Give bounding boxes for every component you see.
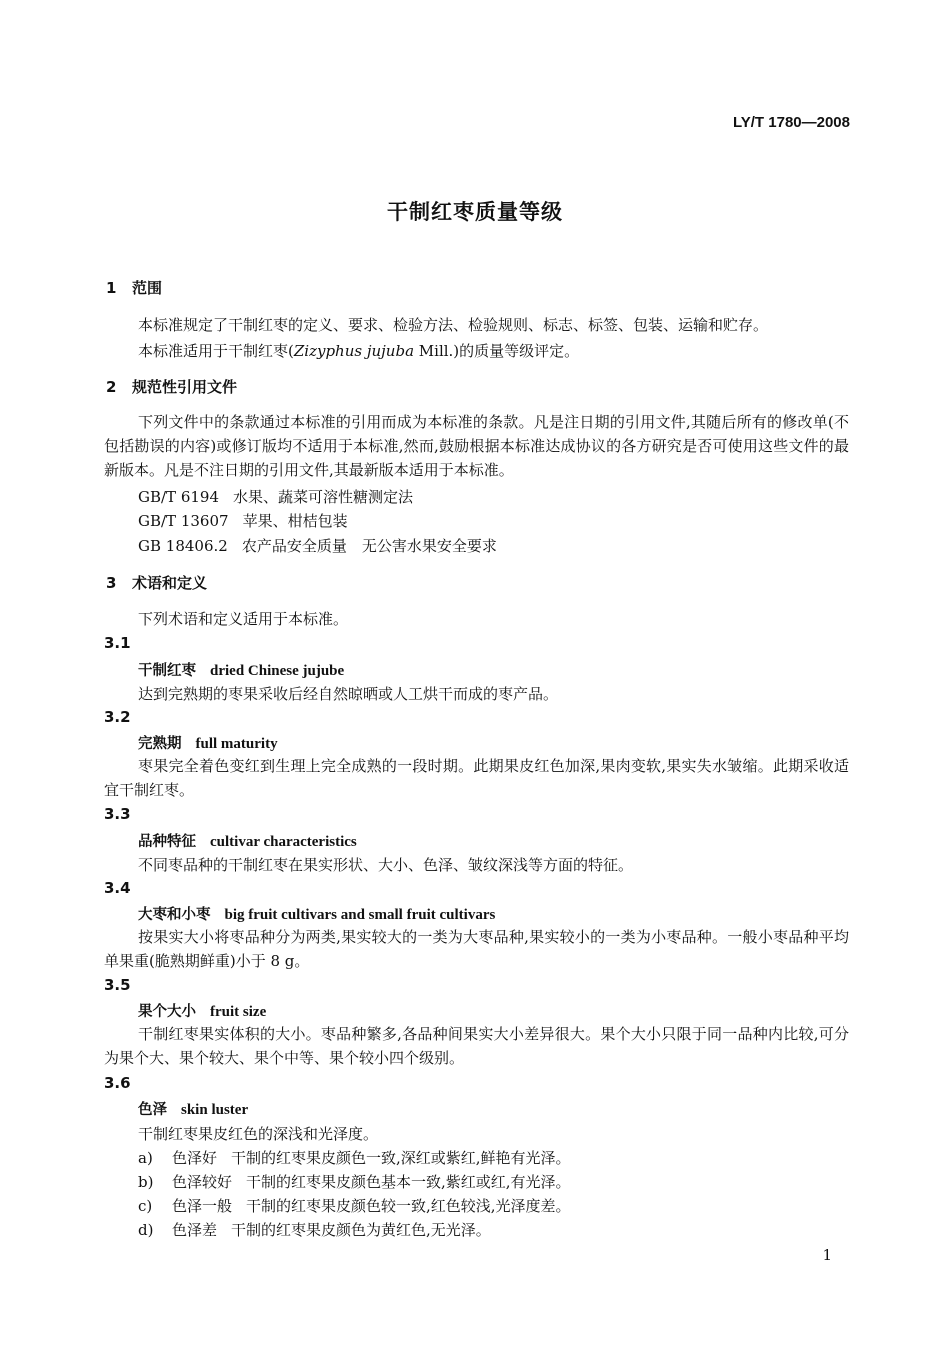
scope-text-after: Mill.)的质量等级评定。 (414, 342, 580, 360)
subsection-number: 3.5 (104, 976, 131, 994)
term-chinese: 果个大小 (138, 1004, 196, 1020)
reference-code: GB/T 13607 (138, 512, 229, 530)
term-definition: 不同枣品种的干制红枣在果实形状、大小、色泽、皱纹深浅等方面的特征。 (138, 856, 634, 874)
subsection-number: 3.4 (104, 879, 131, 897)
standard-code: LY/T 1780—2008 (732, 114, 850, 131)
term-chinese: 品种特征 (138, 834, 196, 850)
term-english: skin luster (181, 1102, 249, 1118)
reference-item (138, 486, 413, 507)
term-english: cultivar characteristics (210, 834, 357, 850)
section-1-heading (106, 277, 162, 298)
section-3-heading (106, 572, 207, 593)
term-definition: 干制红枣果皮红色的深浅和光泽度。 (138, 1125, 379, 1143)
reference-title: 水果、蔬菜可溶性糖测定法 (233, 488, 414, 506)
scope-paragraph-2 (138, 340, 579, 361)
term-english: big fruit cultivars and small fruit cultivars (224, 907, 496, 923)
luster-grade-desc: 干制的红枣果皮颜色较一致,红色较浅,光泽度差。 (246, 1197, 571, 1215)
term-heading (138, 1098, 248, 1119)
term-heading (138, 903, 495, 924)
section-title: 术语和定义 (132, 574, 208, 592)
scope-text-before: 本标准适用于干制红枣( (138, 342, 294, 360)
luster-grade-name: 色泽差 (172, 1221, 218, 1239)
luster-grade-desc: 干制的红枣果皮颜色一致,深红或紫红,鲜艳有光泽。 (231, 1149, 571, 1167)
list-item (138, 1219, 491, 1240)
reference-title: 农产品安全质量 无公害水果安全要求 (241, 537, 497, 555)
reference-code: GB/T 6194 (138, 488, 220, 506)
term-definition: 达到完熟期的枣果采收后经自然晾晒或人工烘干而成的枣产品。 (138, 685, 559, 703)
reference-title: 苹果、柑桔包装 (242, 512, 348, 530)
term-heading (138, 830, 357, 851)
document-title: 干制红枣质量等级 (387, 200, 563, 224)
luster-grade-desc: 干制的红枣果皮颜色基本一致,紫红或红,有光泽。 (246, 1173, 571, 1191)
references-intro-paragraph: 下列文件中的条款通过本标准的引用而成为本标准的条款。凡是注日期的引用文件,其随后所有的修改单(不包括勘误的内容)或修订版均不适用于本标准,然而,鼓励根据本标准达成协议的各方研究是否可使用这些文件的最新版本。凡是不注日期的引用文件,其最新版本适用于本标准。 (104, 413, 849, 479)
term-definition: 枣果完全着色变红到生理上完全成熟的一段时期。此期果皮红色加深,果肉变软,果实失水皱缩。此期采收适宜干制红枣。 (104, 757, 849, 799)
luster-grade-name: 色泽好 (172, 1149, 218, 1167)
section-2-heading (106, 376, 237, 397)
section-number: 3 (106, 574, 117, 592)
list-item (138, 1147, 571, 1168)
term-chinese: 大枣和小枣 (138, 907, 211, 923)
section-number: 1 (106, 279, 117, 297)
section-number: 2 (106, 378, 117, 396)
list-item (138, 1195, 571, 1216)
latin-name: Zizyphus jujuba (293, 342, 415, 360)
luster-grade-name: 色泽较好 (172, 1173, 233, 1191)
section-title: 范围 (132, 279, 163, 297)
subsection-number: 3.1 (104, 634, 131, 652)
subsection-number: 3.3 (104, 805, 131, 823)
term-english: fruit size (210, 1004, 267, 1020)
term-chinese: 完熟期 (138, 736, 182, 752)
subsection-number: 3.6 (104, 1074, 131, 1092)
term-definition: 干制红枣果实体积的大小。枣品种繁多,各品种间果实大小差异很大。果个大小只限于同一品种内比较,可分为果个大、果个较大、果个中等、果个较小四个级别。 (104, 1025, 849, 1067)
reference-item (138, 510, 348, 531)
luster-grade-desc: 干制的红枣果皮颜色为黄红色,无光泽。 (231, 1221, 491, 1239)
term-chinese: 色泽 (138, 1102, 167, 1118)
list-item (138, 1171, 571, 1192)
luster-grade-name: 色泽一般 (172, 1197, 233, 1215)
term-heading (138, 659, 344, 680)
term-chinese: 干制红枣 (138, 663, 196, 679)
scope-paragraph-1: 本标准规定了干制红枣的定义、要求、检验方法、检验规则、标志、标签、包装、运输和贮存。 (138, 316, 769, 334)
list-label: d) (138, 1221, 154, 1239)
reference-item (138, 535, 497, 556)
terms-intro: 下列术语和定义适用于本标准。 (138, 610, 349, 628)
list-label: b) (138, 1173, 154, 1191)
list-label: c) (138, 1197, 153, 1215)
term-definition: 按果实大小将枣品种分为两类,果实较大的一类为大枣品种,果实较小的一类为小枣品种。一般小枣品种平均单果重(脆熟期鲜重)小于 8 g。 (104, 928, 849, 970)
section-title: 规范性引用文件 (132, 378, 238, 396)
page-number: 1 (822, 1246, 832, 1264)
term-english: full maturity (195, 736, 278, 752)
reference-code: GB 18406.2 (138, 537, 228, 555)
list-label: a) (138, 1149, 153, 1167)
term-heading (138, 1000, 266, 1021)
term-english: dried Chinese jujube (210, 663, 345, 679)
term-heading (138, 732, 278, 753)
subsection-number: 3.2 (104, 708, 131, 726)
